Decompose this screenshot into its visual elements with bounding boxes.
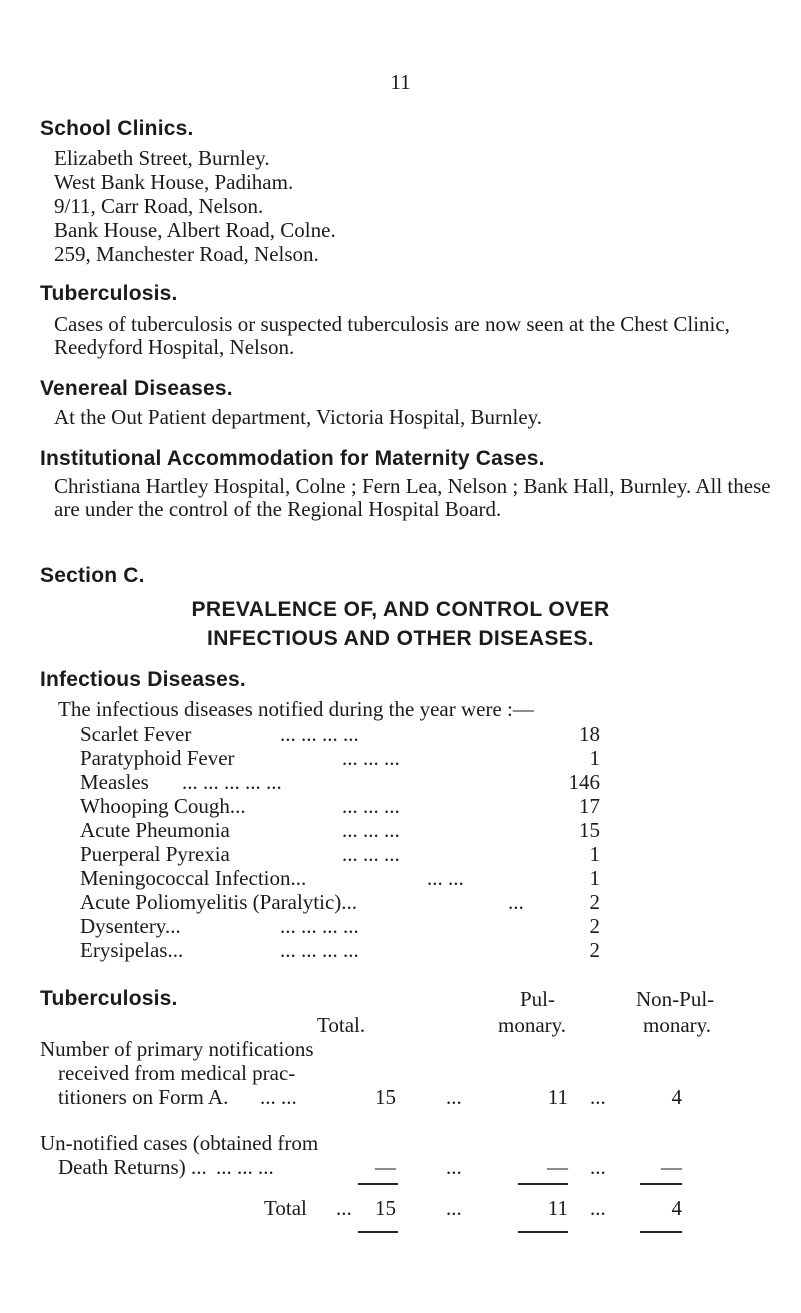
section-title-line-1: PREVALENCE OF, AND CONTROL OVER xyxy=(191,598,610,621)
disease-name: Meningococcal Infection... xyxy=(80,866,307,890)
venereal-heading: Venereal Diseases. xyxy=(40,377,233,400)
row2-non-pulmonary: — xyxy=(661,1155,682,1179)
infectious-intro: The infectious diseases notified during the year were :— xyxy=(58,697,534,721)
dot-leader: ... ... ... xyxy=(342,818,400,842)
total-total: 15 xyxy=(375,1196,396,1220)
disease-row xyxy=(80,770,600,794)
disease-name: Dysentery... xyxy=(80,914,181,938)
disease-row xyxy=(80,914,600,938)
row-label: Number of primary notifications xyxy=(40,1037,314,1061)
disease-row xyxy=(80,938,600,962)
dot-leader: ... ... ... xyxy=(342,746,400,770)
sum-rule xyxy=(640,1183,682,1185)
disease-count: 1 xyxy=(589,842,600,866)
dot-leader: ... ... ... ... ... xyxy=(182,770,282,794)
row1-total: 15 xyxy=(375,1085,396,1109)
sum-rule xyxy=(518,1183,568,1185)
row-label: Un-notified cases (obtained from xyxy=(40,1131,319,1155)
disease-row xyxy=(80,842,600,866)
disease-count: 18 xyxy=(579,722,600,746)
tuberculosis-heading: Tuberculosis. xyxy=(40,282,178,305)
dot-leader: ... xyxy=(508,890,524,914)
row1-pulmonary: 11 xyxy=(547,1085,568,1109)
disease-name: Whooping Cough... xyxy=(80,794,246,818)
disease-row xyxy=(80,746,600,770)
tuberculosis-text: Cases of tuberculosis or suspected tuberculosis are now seen at the Chest Clinic, Reedyford Hospital, Nelson. xyxy=(54,312,730,359)
row1-non-pulmonary: 4 xyxy=(671,1085,682,1109)
dot-leader: ... xyxy=(446,1155,462,1179)
disease-row xyxy=(80,866,600,890)
col-pul-header-1: Pul- xyxy=(520,987,556,1011)
dot-leader: ... ... ... ... xyxy=(280,938,359,962)
disease-count: 146 xyxy=(568,770,600,794)
clinic-address: Bank House, Albert Road, Colne. xyxy=(54,218,336,242)
disease-count: 17 xyxy=(579,794,600,818)
clinic-address: 9/11, Carr Road, Nelson. xyxy=(54,194,264,218)
row2-total: — xyxy=(375,1155,396,1179)
disease-name: Measles xyxy=(80,770,149,794)
row-label: Death Returns) ... xyxy=(58,1155,207,1179)
clinic-address: Elizabeth Street, Burnley. xyxy=(54,146,270,170)
dot-leader: ... xyxy=(446,1085,462,1109)
dot-leader: ... ... xyxy=(427,866,464,890)
dot-leader: ... ... ... ... xyxy=(280,914,359,938)
disease-count: 1 xyxy=(589,866,600,890)
total-non-pulmonary: 4 xyxy=(671,1196,682,1220)
school-clinics-heading: School Clinics. xyxy=(40,117,194,140)
section-title-line-2: INFECTIOUS AND OTHER DISEASES. xyxy=(207,627,594,650)
section-c-heading: Section C. xyxy=(40,564,145,587)
total-rule xyxy=(358,1231,398,1233)
total-rule xyxy=(640,1231,682,1233)
venereal-text: At the Out Patient department, Victoria Hospital, Burnley. xyxy=(54,405,543,429)
disease-name: Scarlet Fever xyxy=(80,722,192,746)
tb-table-heading: Tuberculosis. xyxy=(40,987,178,1010)
col-nonpul-header-2: monary. xyxy=(643,1013,712,1037)
disease-count: 2 xyxy=(589,938,600,962)
disease-count: 2 xyxy=(589,914,600,938)
col-nonpul-header-1: Non-Pul- xyxy=(636,987,715,1011)
sum-rule xyxy=(358,1183,398,1185)
row-label: received from medical prac- xyxy=(58,1061,296,1085)
dot-leader: ... ... ... xyxy=(342,842,400,866)
disease-row xyxy=(80,890,600,914)
disease-count: 1 xyxy=(589,746,600,770)
disease-count: 15 xyxy=(579,818,600,842)
disease-row xyxy=(80,794,600,818)
total-pulmonary: 11 xyxy=(547,1196,568,1220)
disease-name: Puerperal Pyrexia xyxy=(80,842,230,866)
clinic-address: West Bank House, Padiham. xyxy=(54,170,294,194)
row2-pulmonary: — xyxy=(547,1155,568,1179)
dot-leader: ... ... ... xyxy=(342,794,400,818)
col-total-header: Total. xyxy=(317,1013,366,1037)
dot-leader: ... xyxy=(590,1196,606,1220)
page-number: 11 xyxy=(390,70,411,94)
disease-row xyxy=(80,818,600,842)
dot-leader: ... xyxy=(590,1155,606,1179)
disease-name: Acute Poliomyelitis (Paralytic)... xyxy=(80,890,358,914)
maternity-heading: Institutional Accommodation for Maternity Cases. xyxy=(40,447,545,470)
disease-name: Acute Pheumonia xyxy=(80,818,230,842)
col-pul-header-2: monary. xyxy=(498,1013,567,1037)
maternity-text: Christiana Hartley Hospital, Colne ; Fern Lea, Nelson ; Bank Hall, Burnley. All these are under the control of the Regional Hospital Board. xyxy=(54,474,771,521)
dot-leader: ... xyxy=(446,1196,462,1220)
dot-leader: ... xyxy=(336,1196,352,1220)
dot-leader: ... ... xyxy=(260,1085,297,1109)
row-label: titioners on Form A. xyxy=(58,1085,229,1109)
total-rule xyxy=(518,1231,568,1233)
dot-leader: ... ... ... ... xyxy=(280,722,359,746)
dot-leader: ... xyxy=(590,1085,606,1109)
disease-row xyxy=(80,722,600,746)
disease-name: Erysipelas... xyxy=(80,938,184,962)
disease-count: 2 xyxy=(589,890,600,914)
disease-name: Paratyphoid Fever xyxy=(80,746,235,770)
clinic-address: 259, Manchester Road, Nelson. xyxy=(54,242,319,266)
infectious-heading: Infectious Diseases. xyxy=(40,668,246,691)
dot-leader: ... ... ... xyxy=(216,1155,274,1179)
total-label: Total xyxy=(264,1196,307,1220)
